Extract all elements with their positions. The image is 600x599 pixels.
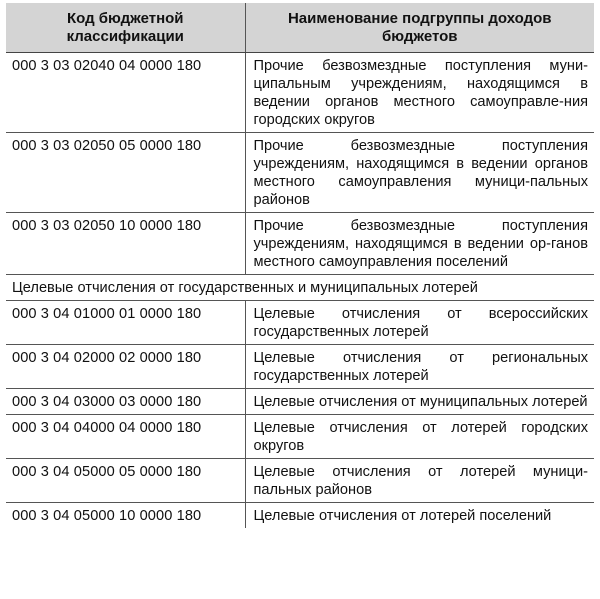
section-row [6, 275, 594, 301]
name-cell: Целевые отчисления от муниципальных лотерей [245, 389, 594, 415]
code-cell: 000 3 04 03000 03 0000 180 [6, 389, 245, 415]
code-cell: 000 3 03 02050 10 0000 180 [6, 213, 245, 275]
name-cell: Целевые отчисления от лотерей городских округов [245, 415, 594, 459]
name-cell: Прочие безвозмездные поступления учреждениям, находящимся в ведении органов местного самоуправления муници-пальных районов [245, 133, 594, 213]
code-cell: 000 3 03 02040 04 0000 180 [6, 53, 245, 133]
name-cell: Целевые отчисления от лотерей муници-пальных районов [245, 459, 594, 503]
section-title: Целевые отчисления от государственных и муниципальных лотерей [6, 275, 594, 301]
header-name: Наименование подгруппы доходов бюджетов [245, 3, 594, 53]
table-header-row [6, 3, 594, 53]
budget-classification-table [6, 3, 594, 528]
table-row [6, 301, 594, 345]
code-cell: 000 3 04 01000 01 0000 180 [6, 301, 245, 345]
table-row [6, 389, 594, 415]
table-row [6, 133, 594, 213]
name-cell: Целевые отчисления от всероссийских государственных лотерей [245, 301, 594, 345]
name-cell: Целевые отчисления от лотерей поселений [245, 503, 594, 529]
name-cell: Целевые отчисления от региональных государственных лотерей [245, 345, 594, 389]
table-row [6, 503, 594, 529]
table-row [6, 459, 594, 503]
header-code: Код бюджетной классификации [6, 3, 245, 53]
code-cell: 000 3 04 02000 02 0000 180 [6, 345, 245, 389]
code-cell: 000 3 03 02050 05 0000 180 [6, 133, 245, 213]
name-cell: Прочие безвозмездные поступления учреждениям, находящимся в ведении ор-ганов местного самоуправления поселений [245, 213, 594, 275]
code-cell: 000 3 04 05000 10 0000 180 [6, 503, 245, 529]
table-row [6, 53, 594, 133]
table-row [6, 415, 594, 459]
code-cell: 000 3 04 04000 04 0000 180 [6, 415, 245, 459]
table-row [6, 345, 594, 389]
code-cell: 000 3 04 05000 05 0000 180 [6, 459, 245, 503]
table-row [6, 213, 594, 275]
name-cell: Прочие безвозмездные поступления муни-ципальным учреждениям, находящимся в ведении органов местного самоуправле-ния городских округов [245, 53, 594, 133]
